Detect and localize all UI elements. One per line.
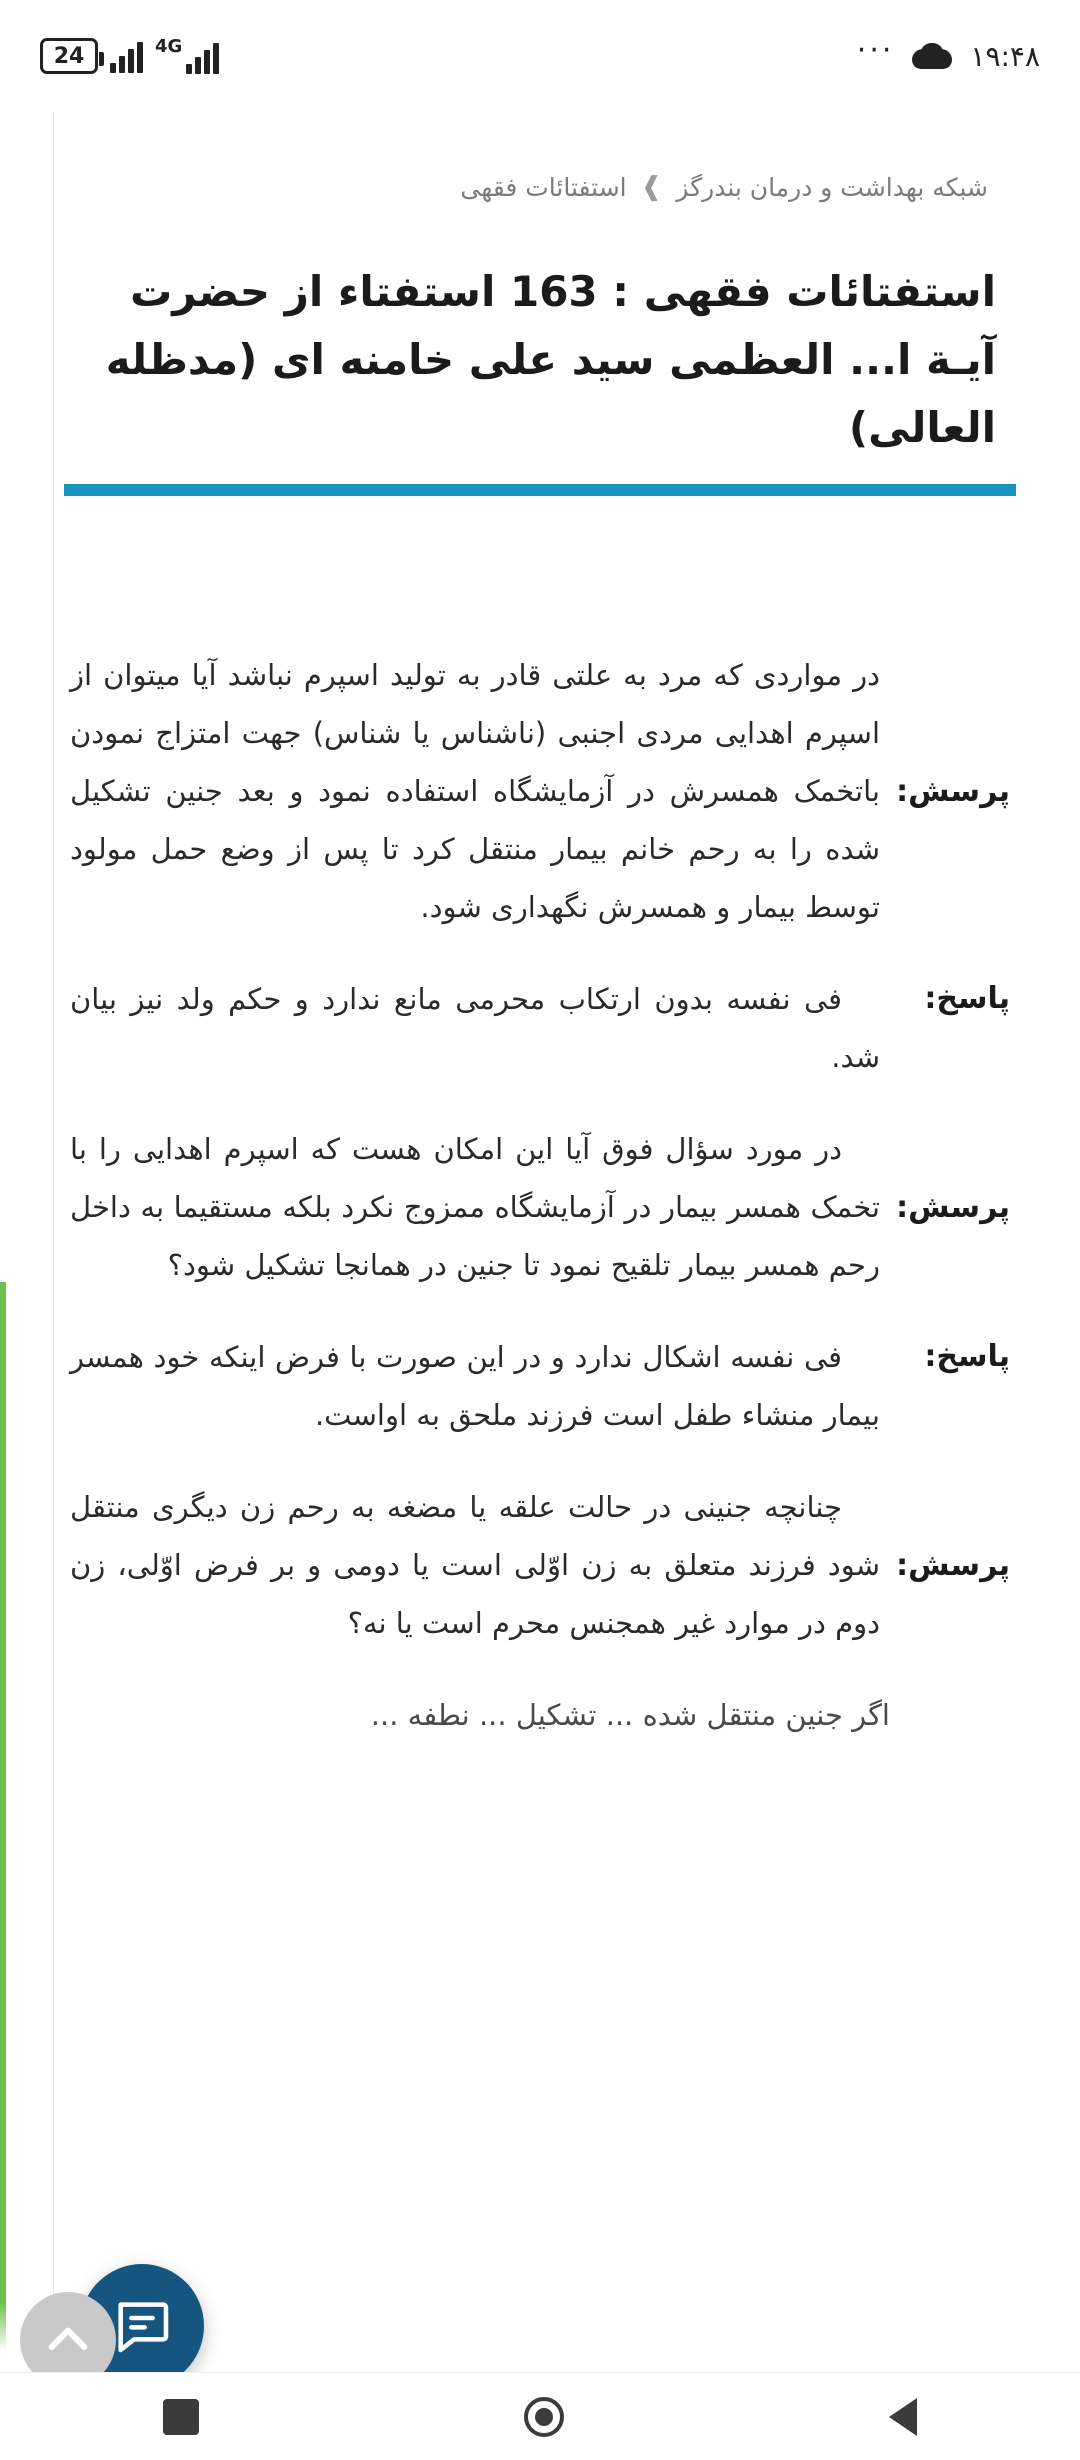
android-navigation-bar: [0, 2372, 1080, 2460]
qa-item-question-2: [70, 1120, 1010, 1294]
title-underline: [64, 484, 1016, 496]
qa-label: پاسخ:: [924, 1339, 1010, 1375]
qa-label: پرسش:: [896, 773, 1010, 809]
signal-strength-icon: [110, 39, 143, 73]
qa-text: فی نفسه بدون ارتکاب محرمی مانع ندارد و حکم ولد نیز بیان شد.: [70, 982, 880, 1075]
back-triangle-icon[interactable]: [889, 2398, 917, 2436]
battery-indicator: [40, 38, 98, 74]
status-clock: ۱۹:۴۸: [970, 39, 1040, 73]
qa-text: چنانچه جنینی در حالت علقه یا مضغه به رحم زن دیگری منتقل شود فرزند متعلق به زن اوّلی است یا دومی و بر فرض اوّلی، زن دوم در موارد غیر همجنس محرم است یا نه؟: [70, 1490, 880, 1641]
signal-strength-icon-2: [186, 40, 219, 74]
breadcrumb: [64, 172, 1016, 202]
network-type-label: 4G: [155, 36, 183, 57]
page-content: [0, 112, 1080, 2372]
qa-label: پرسش:: [896, 1189, 1010, 1225]
cloud-icon: [912, 43, 952, 69]
qa-list: [64, 646, 1016, 1744]
chat-bubble-icon: [110, 2294, 174, 2358]
article-content: [0, 112, 1080, 1744]
more-icons-indicator: ···: [856, 33, 895, 68]
chevron-up-icon: [40, 2312, 96, 2368]
qa-item-answer-1: [70, 970, 1010, 1086]
breadcrumb-parent-link[interactable]: شبکه بهداشت و درمان بندرگز: [676, 172, 988, 202]
cut-off-text: اگر جنین منتقل شده ... تشکیل ... نطفه ...: [370, 1698, 890, 1733]
qa-label: پاسخ:: [924, 981, 1010, 1017]
qa-text: در مواردی که مرد به علتی قادر به تولید اسپرم نباشد آیا میتوان از اسپرم اهدایی مردی اجنبی (ناشناس یا شناس) جهت امتزاج نمودن باتخمک همسرش در آزمایشگاه استفاده نمود و بعد جنین تشکیل شده را به رحم خانم بیمار منتقل کرد تا پس از وضع حمل مولود توسط بیمار و همسرش نگهداری شود.: [70, 658, 880, 925]
status-bar: [0, 0, 1080, 112]
qa-label: پرسش:: [896, 1547, 1010, 1583]
status-left-group: [40, 38, 219, 74]
qa-item-question-1: [70, 646, 1010, 936]
chevron-left-icon: ❱: [640, 172, 663, 202]
battery-level-text: 24: [53, 43, 85, 69]
recents-square-icon[interactable]: [163, 2399, 199, 2435]
qa-text: در مورد سؤال فوق آیا این امکان هست که اسپرم اهدایی را با تخمک همسر بیمار در آزمایشگاه ممزوج نکرد بلکه مستقیما به داخل رحم همسر بیمار تلقیح نمود تا جنین در همانجا تشکیل شود؟: [70, 1132, 880, 1283]
breadcrumb-current: استفتائات فقهی: [460, 172, 627, 202]
mobile-network-icon: [155, 38, 219, 74]
qa-text: فی نفسه اشکال ندارد و در این صورت با فرض اینکه خود همسر بیمار منشاء طفل است فرزند ملحق به اواست.: [70, 1340, 880, 1433]
qa-item-question-3: [70, 1478, 1010, 1652]
page-title: استفتائات فقهی : 163 استفتاء از حضرت آیـة ا... العظمی سید علی خامنه ای (مدظله العالی): [105, 267, 996, 453]
qa-item-answer-2: [70, 1328, 1010, 1444]
status-right-group: [856, 33, 1040, 73]
home-circle-icon[interactable]: [524, 2397, 564, 2437]
